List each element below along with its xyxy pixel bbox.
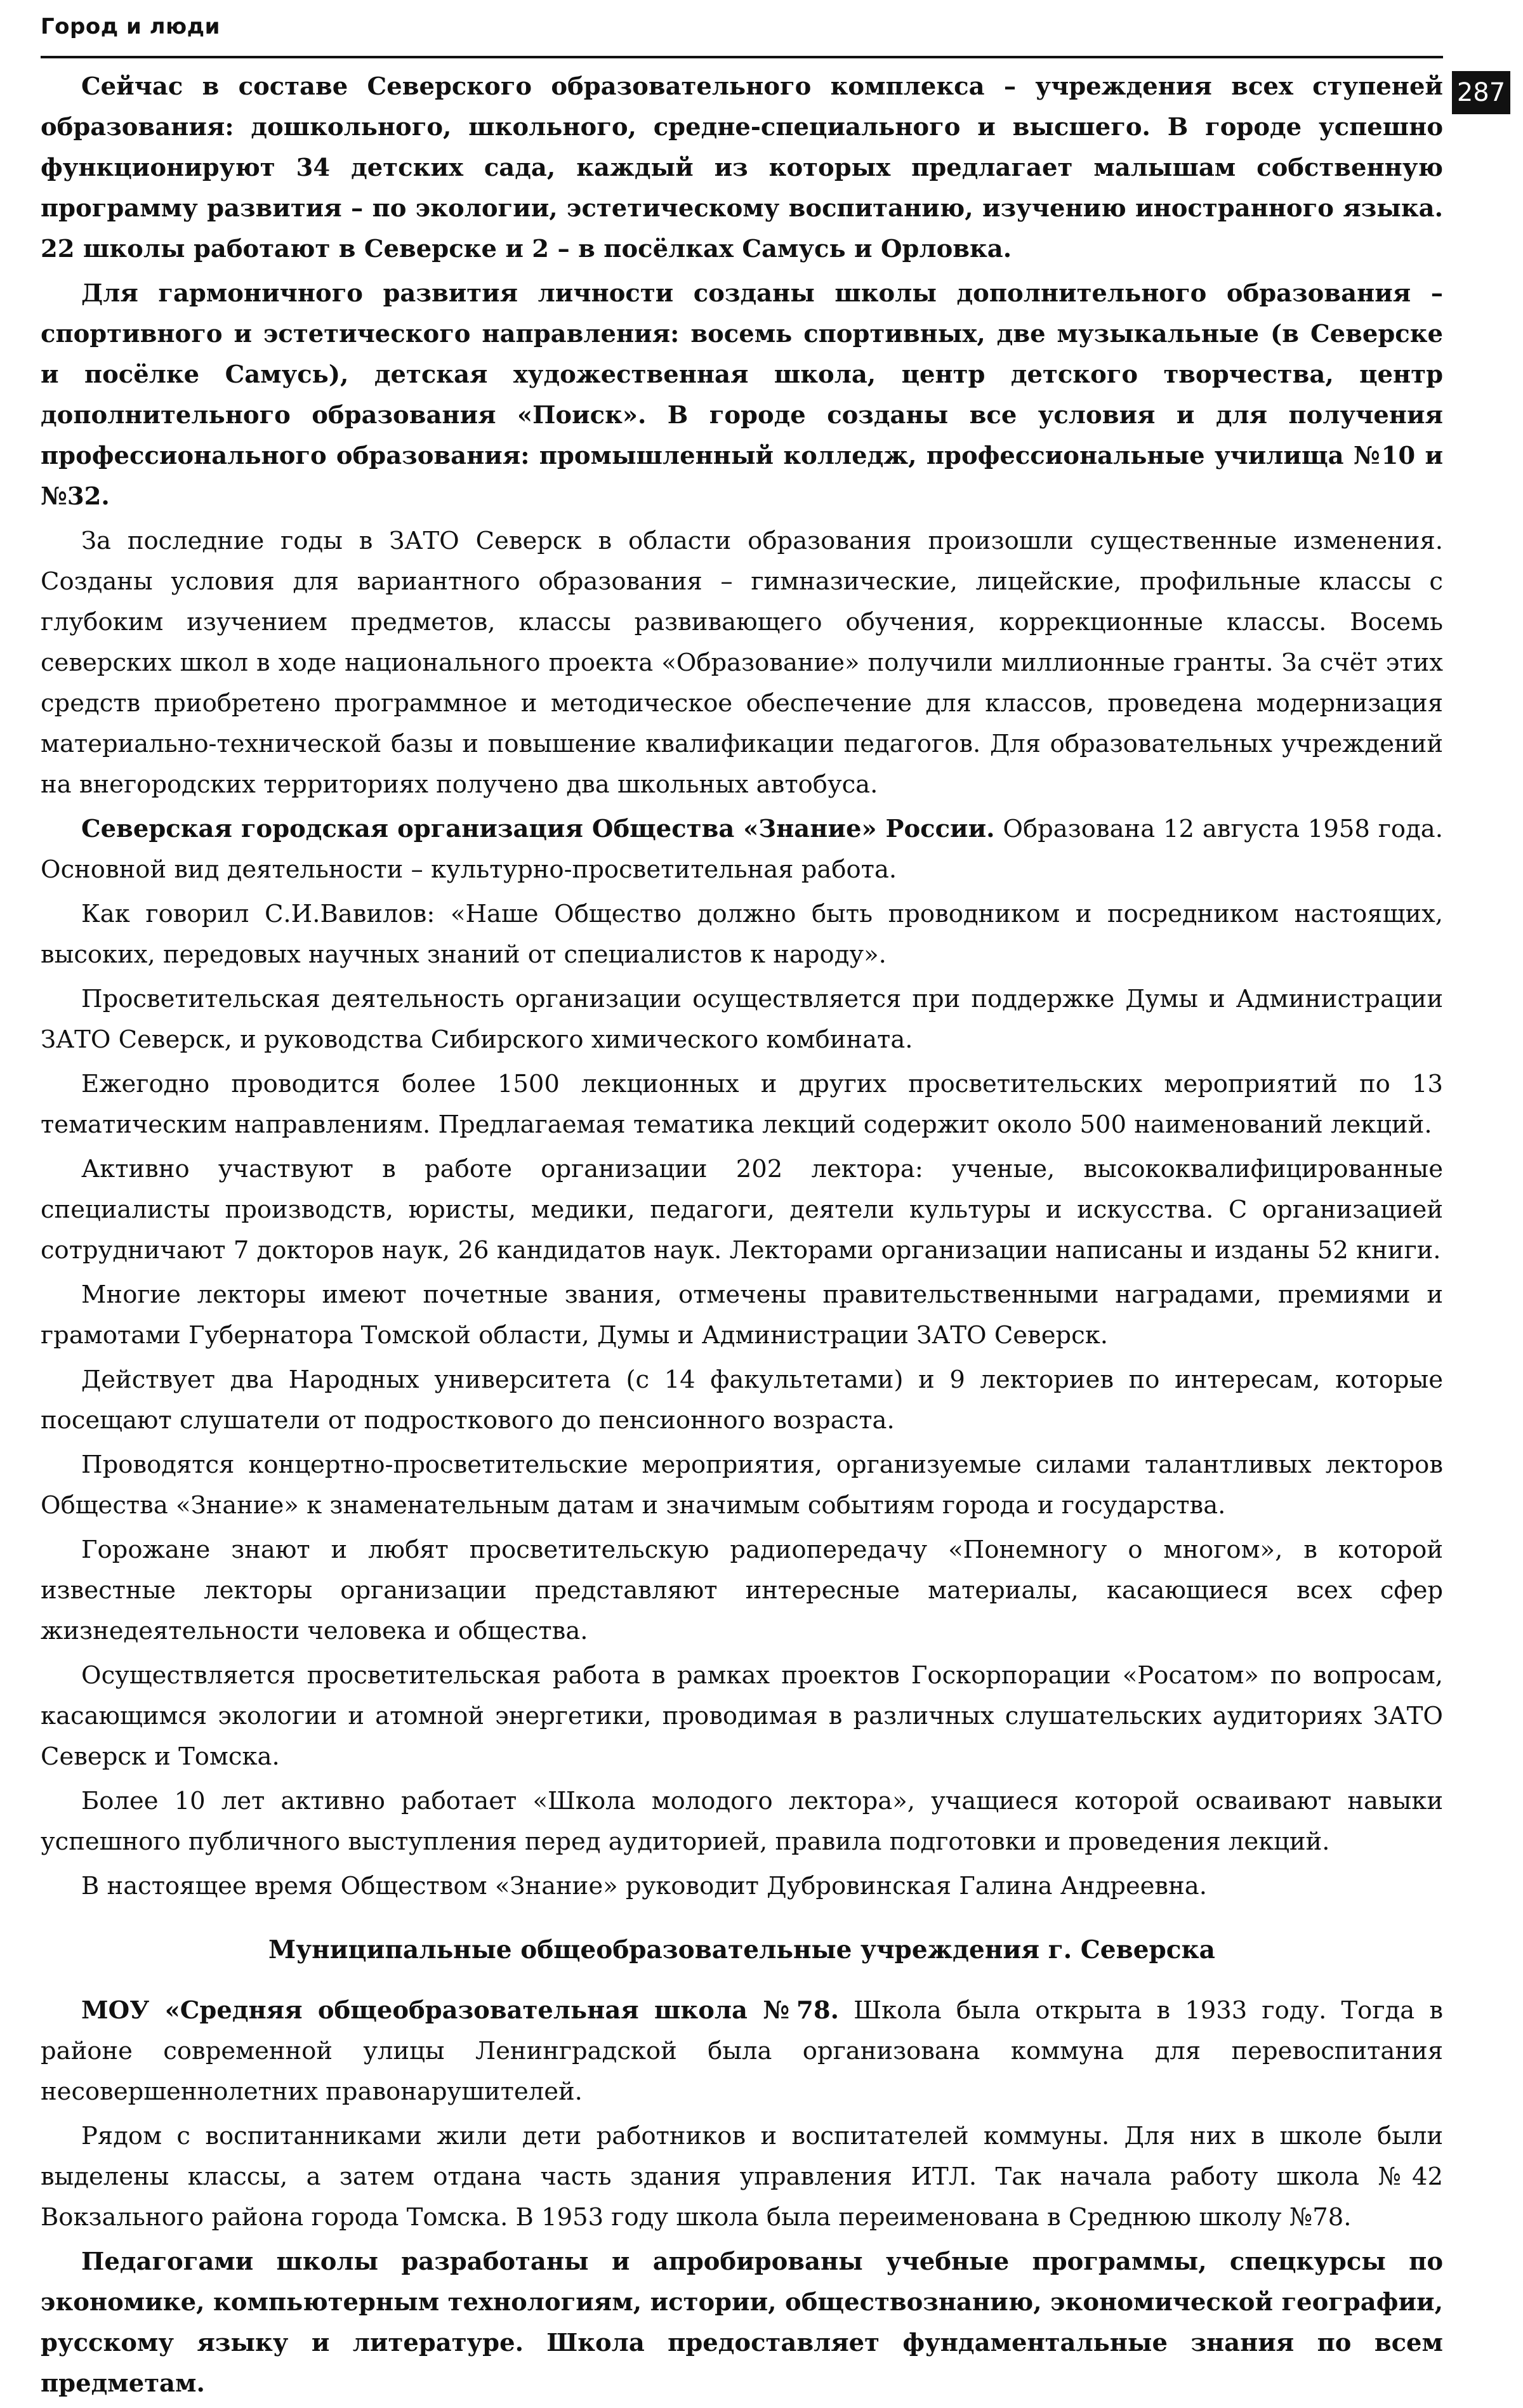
school78-lead-rest: Школа была открыта в 1933 году. Тогда в районе современной улицы Ленинградской была организована коммуна для перевоспитания несовершеннолетних правонарушителей. bbox=[41, 1996, 1444, 2106]
paragraph-znanie-2: Просветительская деятельность организации осуществляется при поддержке Думы и Администрации ЗАТО Северск, и руководства Сибирского химического комбината. bbox=[41, 985, 1443, 1054]
school78-lead: МОУ «Средняя общеобразовательная школа №78. bbox=[81, 1996, 840, 2025]
paragraph-znanie-9: Осуществляется просветительская работа в рамках проектов Госкорпорации «Росатом» по вопросам, касающимся экологии и атомной энергетики, проводимая в различных слушательских аудиториях ЗАТО Северск и Томска. bbox=[41, 1661, 1443, 1771]
paragraph-znanie-intro bbox=[41, 809, 1443, 890]
page-body bbox=[41, 67, 1443, 2408]
paragraph-school78-1: Рядом с воспитанниками жили дети работников и воспитателей коммуны. Для них в школе были выделены классы, а затем отдана часть здания управления ИТЛ. Так начала работу школа №42 Вокзального района города Томска. В 1953 году школа была переименована в Среднюю школу №78. bbox=[41, 2122, 1443, 2232]
section-heading: Муниципальные общеобразовательные учреждения г. Северска bbox=[268, 1935, 1215, 1964]
paragraph-znanie-5: Многие лекторы имеют почетные звания, отмечены правительственными наградами, премиями и грамотами Губернатора Томской области, Думы и Администрации ЗАТО Северск. bbox=[41, 1280, 1443, 1350]
paragraph-znanie-4: Активно участвуют в работе организации 202 лектора: ученые, высококвалифицированные специалисты производств, юристы, медики, педагоги, деятели культуры и искусства. С организацией сотрудничают 7 докторов наук, 26 кандидатов наук. Лекторами организации написаны и изданы 52 книги. bbox=[41, 1155, 1443, 1265]
running-title: Город и люди bbox=[41, 14, 220, 39]
znanie-lead-rest: Образована 12 августа 1958 года. Основной вид деятельности – культурно-просветительная работа. bbox=[41, 815, 1443, 884]
paragraph-school78-2: Педагогами школы разработаны и апробированы учебные программы, спецкурсы по экономике, компьютерным технологиям, истории, обществознанию, экономической географии, русскому языку и литературе. Школа предоставляет фундаментальные знания по всем предметам. bbox=[41, 2247, 1443, 2398]
paragraph-znanie-10: Более 10 лет активно работает «Школа молодого лектора», учащиеся которой осваивают навыки успешного публичного выступления перед аудиторией, правила подготовки и проведения лекций. bbox=[41, 1787, 1443, 1856]
znanie-lead: Северская городская организация Общества «Знание» России. bbox=[81, 815, 995, 843]
paragraph-znanie-8: Горожане знают и любят просветительскую радиопередачу «Понемногу о многом», в которой известные лекторы организации представляют интересные материалы, касающиеся всех сфер жизнедеятельности человека и общества. bbox=[41, 1536, 1443, 1645]
paragraph-znanie-7: Проводятся концертно-просветительские мероприятия, организуемые силами талантливых лекторов Общества «Знание» к знаменательным датам и значимым событиям города и государства. bbox=[41, 1451, 1443, 1520]
paragraph-znanie-1: Как говорил С.И.Вавилов: «Наше Общество должно быть проводником и посредником настоящих, высоких, передовых научных знаний от специалистов к народу». bbox=[41, 900, 1443, 969]
paragraph-znanie-6: Действует два Народных университета (с 14 факультетами) и 9 лекториев по интересам, которые посещают слушатели от подросткового до пенсионного возраста. bbox=[41, 1365, 1443, 1435]
page-number: 287 bbox=[1452, 71, 1510, 114]
paragraph-additional-education: Для гармоничного развития личности созданы школы дополнительного образования – спортивного и эстетического направления: восемь спортивных, две музыкальные (в Северске и посёлке Самусь), детская художественная школа, центр детского творчества, центр дополнительного образования «Поиск». В городе созданы все условия и для получения профессионального образования: промышленный колледж, профессиональные училища №10 и №32. bbox=[41, 279, 1443, 511]
paragraph-school78-intro bbox=[41, 1990, 1443, 2112]
header-rule bbox=[41, 56, 1443, 58]
paragraph-znanie-11: В настоящее время Обществом «Знание» руководит Дубровинская Галина Андреевна. bbox=[81, 1872, 1207, 1900]
paragraph-education-changes: За последние годы в ЗАТО Северск в области образования произошли существенные изменения. Созданы условия для вариантного образования – гимназические, лицейские, профильные классы с глубоким изучением предметов, классы развивающего обучения, коррекционные классы. Восемь северских школ в ходе национального проекта «Образование» получили миллионные гранты. За счёт этих средств приобретено программное и методическое обеспечение для классов, проведена модернизация материально-технической базы и повышение квалификации педагогов. Для образовательных учреждений на внегородских территориях получено два школьных автобуса. bbox=[41, 527, 1443, 799]
paragraph-znanie-3: Ежегодно проводится более 1500 лекционных и других просветительских мероприятий по 13 тематическим направлениям. Предлагаемая тематика лекций содержит около 500 наименований лекций. bbox=[41, 1070, 1443, 1139]
paragraph-education-complex: Сейчас в составе Северского образовательного комплекса – учреждения всех ступеней образования: дошкольного, школьного, средне-специального и высшего. В городе успешно функционируют 34 детских сада, каждый из которых предлагает малышам собственную программу развития – по экологии, эстетическому воспитанию, изучению иностранного языка. 22 школы работают в Северске и 2 – в посёлках Самусь и Орловка. bbox=[41, 72, 1443, 263]
